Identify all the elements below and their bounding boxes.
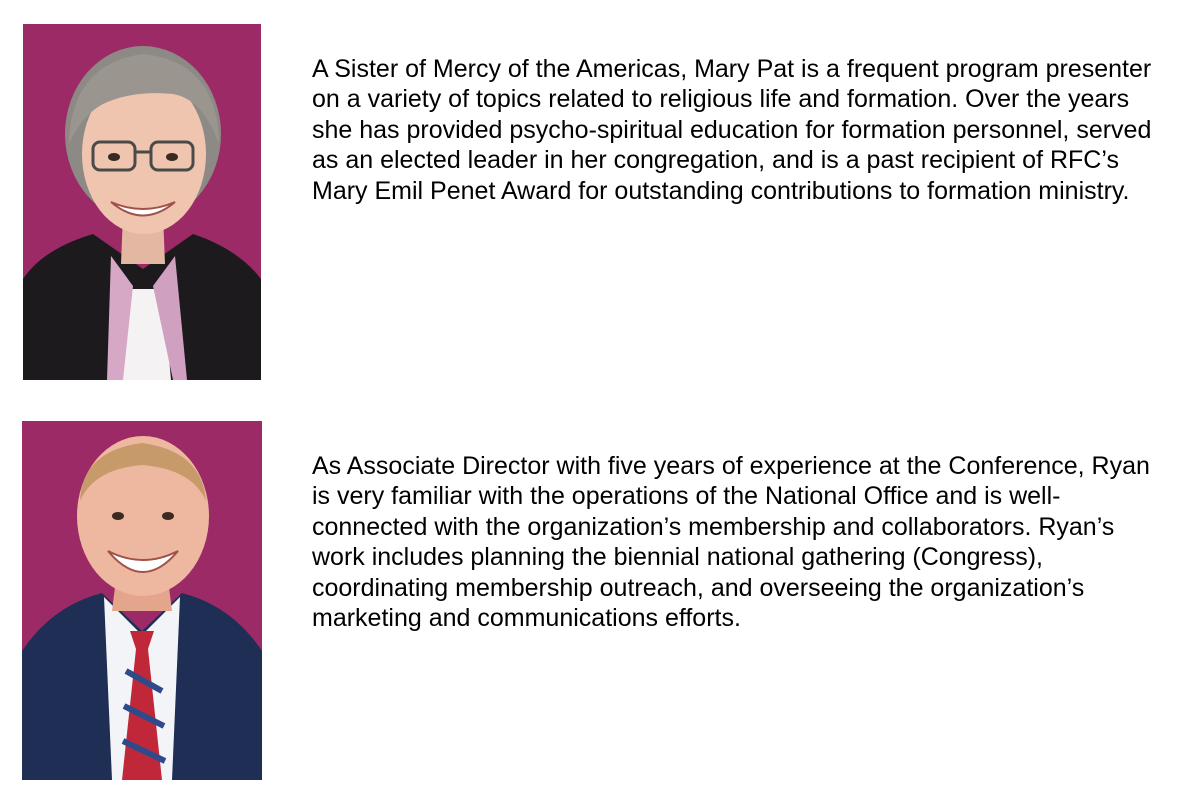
man-portrait-icon [22,421,262,780]
woman-portrait-photo [23,24,261,380]
man-portrait-photo [22,421,262,780]
woman-portrait-icon [23,24,261,380]
profile-bio-ryan: As Associate Director with five years of experience at the Conference, Ryan is very familiar with the operations of the National Office and is well-connected with the organization’s membership and collaborators. Ryan’s work includes planning the biennial national gathering (Congress), coordinating membership outreach, and overseeing the organization’s marketing and communications efforts. [312,452,1150,633]
profile-bio-mary-pat: A Sister of Mercy of the Americas, Mary Pat is a frequent program presenter on a variety of topics related to religious life and formation. Over the years she has provided psycho-spiritual education for formation personnel, served as an elected leader in her congregation, and is a past recipient of RFC’s Mary Emil Penet Award for outstanding contributions to formation ministry. [312,55,1152,205]
